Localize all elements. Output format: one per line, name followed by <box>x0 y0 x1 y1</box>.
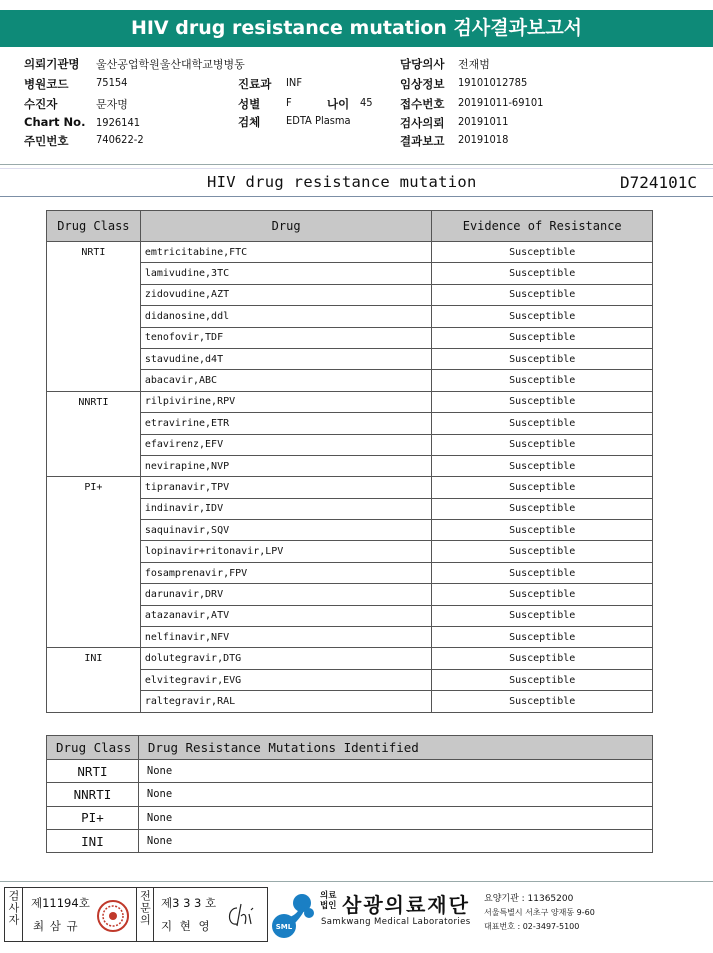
mutation-cell: None <box>138 806 652 829</box>
mutation-cell: None <box>138 760 652 783</box>
org-info-line: 대표번호 : 02-3497-5100 <box>484 922 580 931</box>
drug-cell: lamivudine,3TC <box>140 263 432 284</box>
specimen-label: 검체 <box>238 115 261 129</box>
table-row <box>47 391 653 412</box>
evidence-cell: Susceptible <box>432 413 653 434</box>
drug-cell: rilpivirine,RPV <box>140 391 432 412</box>
drug-cell: stavudine,d4T <box>140 348 432 369</box>
evidence-cell: Susceptible <box>432 263 653 284</box>
sex-value: F <box>286 96 292 109</box>
drug-cell: tenofovir,TDF <box>140 327 432 348</box>
chart-label: Chart No. <box>24 115 86 129</box>
table-row <box>47 242 653 263</box>
clinical-label: 임상정보 <box>400 77 445 91</box>
drug-cell: lopinavir+ritonavir,LPV <box>140 541 432 562</box>
drug-class-cell: PI+ <box>47 477 141 648</box>
evidence-cell: Susceptible <box>432 284 653 305</box>
drug-cell: zidovudine,AZT <box>140 284 432 305</box>
evidence-cell: Susceptible <box>432 669 653 690</box>
drug-cell: saquinavir,SQV <box>140 520 432 541</box>
sml-logo-icon <box>271 891 317 939</box>
org-info <box>484 892 595 934</box>
org-english-name: Samkwang Medical Laboratories <box>321 917 471 927</box>
org-info-line: 서울특별시 서초구 양재동 9-60 <box>484 908 595 917</box>
evidence-cell: Susceptible <box>432 477 653 498</box>
age-label: 나이 <box>327 97 350 111</box>
org-tag: 의료법인 <box>320 891 337 911</box>
specimen-value: EDTA Plasma <box>286 114 351 127</box>
drug-cell: tipranavir,TPV <box>140 477 432 498</box>
column-header: Drug <box>140 211 432 242</box>
evidence-cell: Susceptible <box>432 584 653 605</box>
drug-cell: fosamprenavir,FPV <box>140 562 432 583</box>
evidence-cell: Susceptible <box>432 434 653 455</box>
report-title-bar: HIV drug resistance mutation 검사결과보고서 <box>0 10 713 47</box>
evidence-cell: Susceptible <box>432 627 653 648</box>
request-label: 검사의뢰 <box>400 116 445 130</box>
divider <box>0 168 713 169</box>
evidence-cell: Susceptible <box>432 520 653 541</box>
report-value: 20191018 <box>458 133 509 146</box>
evidence-cell: Susceptible <box>432 242 653 263</box>
evidence-cell: Susceptible <box>432 541 653 562</box>
hospital-label: 의뢰기관명 <box>24 57 80 71</box>
evidence-cell: Susceptible <box>432 327 653 348</box>
mutation-cell: None <box>138 829 652 852</box>
hospital-value: 울산공업학원울산대학교병병동 <box>96 58 245 71</box>
drug-cell: nevirapine,NVP <box>140 455 432 476</box>
collector-value: 문자명 <box>96 98 128 111</box>
report-label: 결과보고 <box>400 134 445 148</box>
inspector-no: 제11194호 <box>31 896 90 910</box>
column-header: Evidence of Resistance <box>432 211 653 242</box>
inspector-label-text: 검사자 <box>7 890 20 926</box>
drug-cell: dolutegravir,DTG <box>140 648 432 669</box>
drug-class-cell: NNRTI <box>47 391 141 477</box>
receipt-value: 20191011-69101 <box>458 96 544 109</box>
drug-cell: atazanavir,ATV <box>140 605 432 626</box>
mutation-cell: None <box>138 783 652 806</box>
table-row <box>47 829 653 852</box>
rrn-label: 주민번호 <box>24 134 69 148</box>
evidence-cell: Susceptible <box>432 562 653 583</box>
code-value: 75154 <box>96 76 128 89</box>
drug-cell: efavirenz,EFV <box>140 434 432 455</box>
drug-cell: nelfinavir,NFV <box>140 627 432 648</box>
hospital-row <box>24 56 245 72</box>
collector-label: 수진자 <box>24 97 58 111</box>
age-value: 45 <box>360 96 373 109</box>
drug-cell: etravirine,ETR <box>140 413 432 434</box>
evidence-cell: Susceptible <box>432 348 653 369</box>
drug-cell: emtricitabine,FTC <box>140 242 432 263</box>
drug-class-cell: INI <box>47 648 141 712</box>
drug-cell: didanosine,ddl <box>140 306 432 327</box>
divider <box>0 881 713 882</box>
drug-cell: raltegravir,RAL <box>140 691 432 712</box>
seal-icon <box>95 898 131 934</box>
drug-class-cell: NRTI <box>47 242 141 392</box>
evidence-cell: Susceptible <box>432 605 653 626</box>
sex-label: 성별 <box>238 97 261 111</box>
rrn-value: 740622-2 <box>96 133 144 146</box>
specialist-label <box>136 888 154 941</box>
resistance-table <box>46 210 653 713</box>
table-row <box>47 477 653 498</box>
inspector-label <box>5 888 23 941</box>
drug-cell: elvitegravir,EVG <box>140 669 432 690</box>
table-row <box>47 783 653 806</box>
specialist-no: 제3 3 3 호 <box>161 896 217 910</box>
chart-value: 1926141 <box>96 116 141 129</box>
logo-text: SML <box>275 923 293 931</box>
request-value: 20191011 <box>458 115 509 128</box>
column-header: Drug Class <box>47 736 139 760</box>
drug-cell: indinavir,IDV <box>140 498 432 519</box>
dept-value: INF <box>286 76 303 89</box>
evidence-cell: Susceptible <box>432 691 653 712</box>
drug-cell: abacavir,ABC <box>140 370 432 391</box>
evidence-cell: Susceptible <box>432 306 653 327</box>
inspector-name: 최 삼 규 <box>33 919 79 933</box>
table-row <box>47 648 653 669</box>
code-label: 병원코드 <box>24 77 69 91</box>
doctor-value: 전재범 <box>458 58 490 71</box>
dept-label: 진료과 <box>238 77 272 91</box>
clinical-value: 19101012785 <box>458 76 528 89</box>
signature-icon <box>223 900 263 932</box>
signature-box <box>4 887 268 942</box>
column-header: Drug Resistance Mutations Identified <box>138 736 652 760</box>
divider <box>0 164 713 165</box>
drug-class-cell: INI <box>47 829 139 852</box>
org-name: 삼광의료재단 <box>342 893 470 917</box>
report-subtitle: HIV drug resistance mutation <box>207 173 477 191</box>
column-header: Drug Class <box>47 211 141 242</box>
drug-class-cell: NRTI <box>47 760 139 783</box>
org-info-line: 요양기관 : 11365200 <box>484 894 574 904</box>
specialist-name: 지 현 영 <box>161 919 212 933</box>
receipt-label: 접수번호 <box>400 97 445 111</box>
table-row <box>47 760 653 783</box>
mutation-table <box>46 735 653 853</box>
evidence-cell: Susceptible <box>432 370 653 391</box>
evidence-cell: Susceptible <box>432 498 653 519</box>
evidence-cell: Susceptible <box>432 455 653 476</box>
doctor-label: 담당의사 <box>400 57 445 71</box>
table-row <box>47 806 653 829</box>
report-code: D724101C <box>620 173 698 192</box>
patient-info <box>0 54 713 162</box>
drug-class-cell: NNRTI <box>47 783 139 806</box>
specialist-label-text: 전문의 <box>138 890 152 926</box>
evidence-cell: Susceptible <box>432 648 653 669</box>
divider <box>0 196 713 197</box>
drug-cell: darunavir,DRV <box>140 584 432 605</box>
evidence-cell: Susceptible <box>432 391 653 412</box>
drug-class-cell: PI+ <box>47 806 139 829</box>
